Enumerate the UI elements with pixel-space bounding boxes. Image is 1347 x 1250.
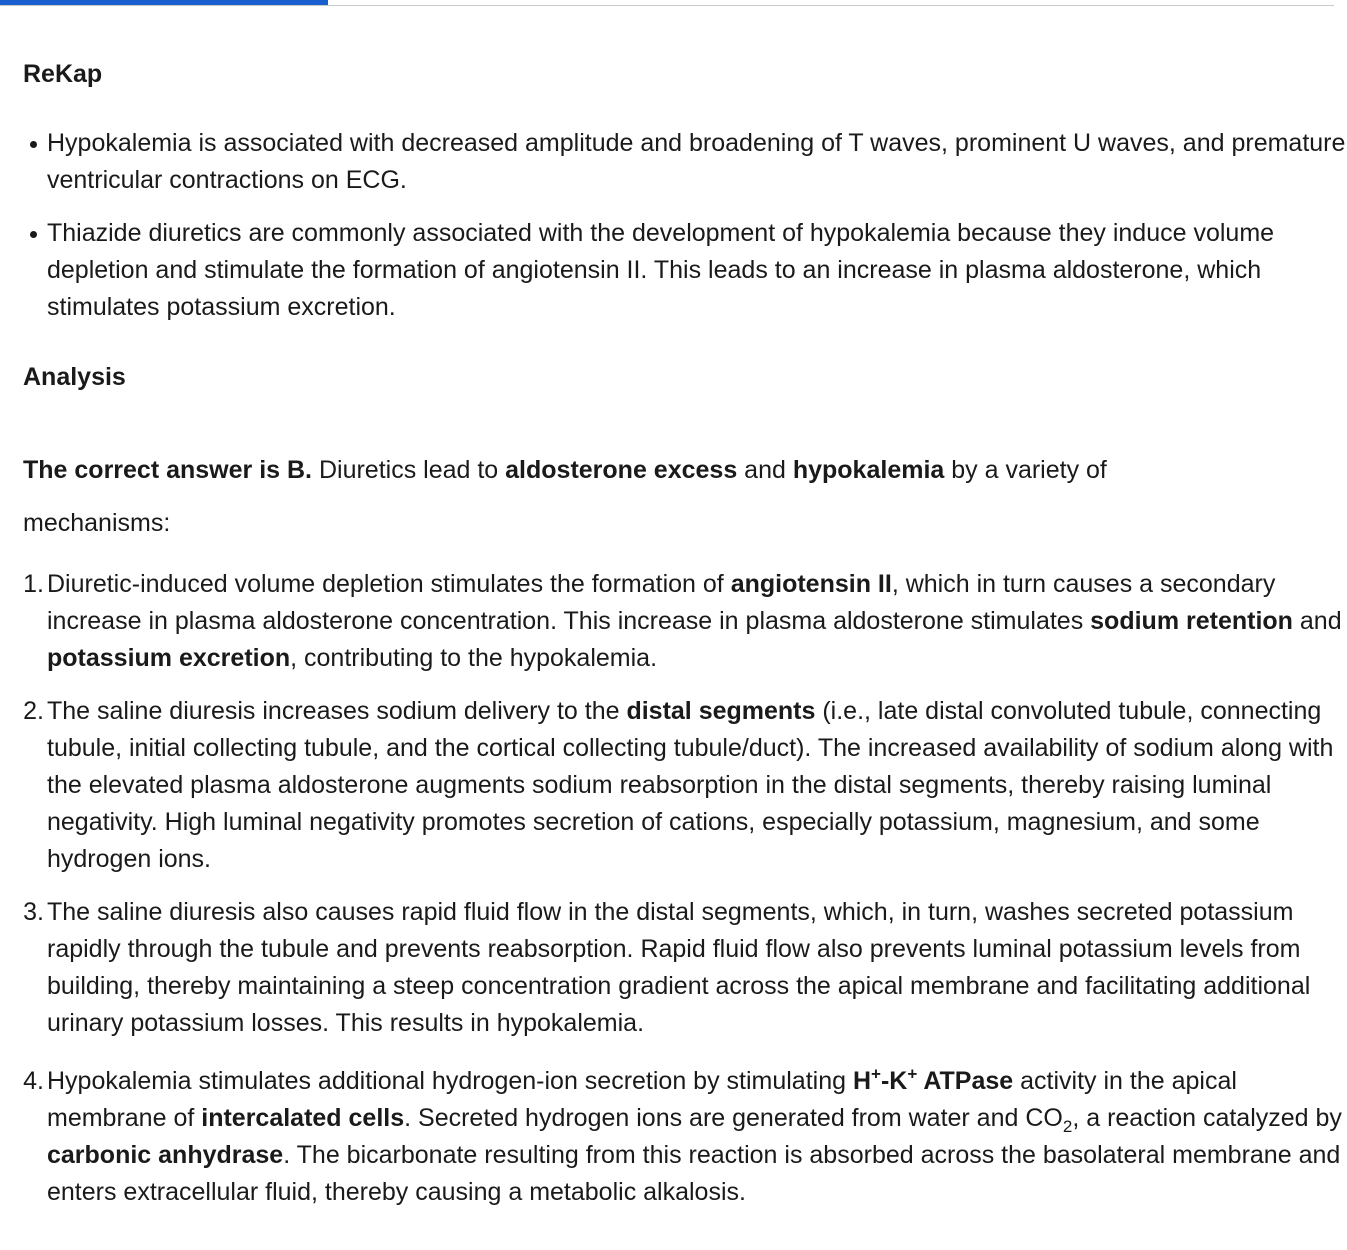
mechanism-list [23,566,1347,1227]
mechanism-item-2: 2. The saline diuresis increases sodium delivery to the distal segments (i.e., late distal convoluted tubule, connecting tubule, initial collecting tubule, and the cortical collecting tubule/duct). The increased availability of sodium along with the elevated plasma aldosterone augments sodium reabsorption in the distal segments, thereby raising luminal negativity. High luminal negativity promotes secretion of cations, especially potassium, magnesium, and some hydrogen ions. [47,693,1347,878]
item-number: 1. [23,570,44,598]
reading-progress-fill [0,0,328,5]
key-term: H+-K+ ATPase [852,1064,1014,1095]
item-number: 3. [23,898,44,926]
rekap-bullet-item: Hypokalemia is associated with decreased amplitude and broadening of T waves, prominent U waves, and premature ventricular contractions on ECG. [47,125,1347,199]
correct-answer-lead: The correct answer is B. [23,456,313,484]
mechanism-item-4: 4. Hypokalemia stimulates additional hydrogen-ion secretion by stimulating H+-K+ ATPase activity in the apical membrane of intercalated cells. Secreted hydrogen ions are generated from water and $CO_2$, a reaction catalyzed by carbonic anhydrase. The bicarbonate resulting from this reaction is absorbed across the basolateral membrane and enters extracellular fluid, thereby causing a metabolic alkalosis. [47,1063,1347,1211]
key-term: carbonic anhydrase [47,1141,284,1169]
key-term: intercalated cells [201,1104,405,1132]
rekap-bullet-item: Thiazide diuretics are commonly associated with the development of hypokalemia because they induce volume depletion and stimulate the formation of angiotensin II. This leads to an increase in plasma aldosterone, which stimulates potassium excretion. [47,215,1347,326]
key-term: hypokalemia [792,456,945,484]
key-term: angiotensin II [730,570,892,598]
key-term: sodium retention [1090,607,1293,635]
mechanism-item-1: 1. Diuretic-induced volume depletion stimulates the formation of angiotensin II, which in turn causes a secondary increase in plasma aldosterone concentration. This increase in plasma aldosterone stimulates sodium retention and potassium excretion, contributing to the hypokalemia. [47,566,1347,677]
item-number: 2. [23,697,44,725]
rekap-heading: ReKap [23,60,103,88]
correct-answer-paragraph: The correct answer is B. Diuretics lead to aldosterone excess and hypokalemia by a variety of mechanisms: [23,456,1107,537]
key-term: aldosterone excess [505,456,738,484]
analysis-heading: Analysis [23,363,126,391]
key-term: potassium excretion [47,644,291,672]
item-number: 4. [23,1067,44,1095]
key-term: distal segments [626,697,816,725]
reading-progress-bar [0,0,1334,6]
mechanism-item-3: 3. The saline diuresis also causes rapid fluid flow in the distal segments, which, in turn, washes secreted potassium rapidly through the tubule and prevents reabsorption. Rapid fluid flow also prevents luminal potassium levels from building, thereby maintaining a steep concentration gradient across the apical membrane and facilitating additional urinary potassium losses. This results in hypokalemia. [47,894,1347,1042]
rekap-bullet-list [23,125,1347,342]
